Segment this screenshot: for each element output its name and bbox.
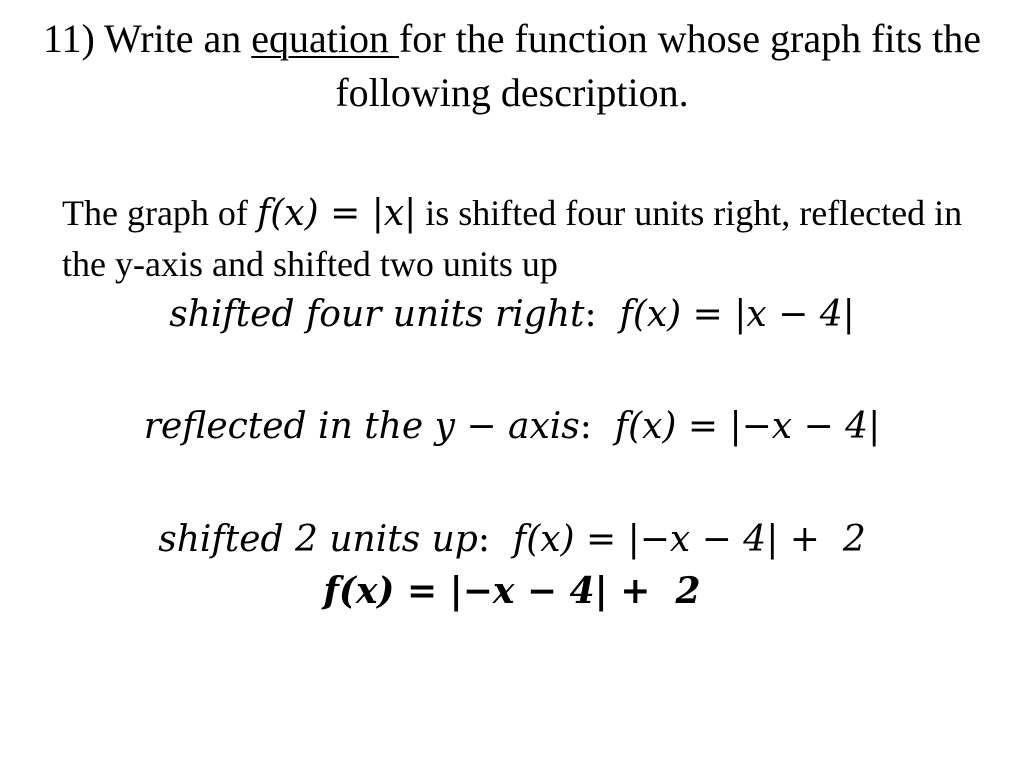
step-label: reflected in the y − axis <box>143 406 580 447</box>
description-function: f(x) = |x| <box>256 193 417 234</box>
step-colon: : <box>584 294 620 335</box>
step-label: shifted 2 units up <box>158 519 478 560</box>
problem-title <box>40 12 984 120</box>
step-label: shifted four units right <box>169 294 585 335</box>
step-equation: f(x) = |−x − 4| <box>614 406 881 447</box>
step-shift-right <box>0 292 1024 338</box>
title-underlined-word: equation <box>251 16 399 61</box>
problem-description <box>62 188 992 290</box>
description-part2: is shifted four units right, reflected in the y-axis and shifted two units up <box>62 193 963 284</box>
step-colon: : <box>477 519 513 560</box>
description-part1: The graph of <box>62 193 257 233</box>
step-colon: : <box>579 406 615 447</box>
step-equation: f(x) = |−x − 4| + 2 <box>512 519 866 560</box>
final-answer: f(x) = |−x − 4| + 2 <box>323 570 701 612</box>
step-shift-up <box>0 517 1024 563</box>
step-reflect-y-axis <box>0 404 1024 450</box>
title-prefix: 11) Write an <box>42 16 252 61</box>
step-equation: f(x) = |x − 4| <box>619 294 855 335</box>
title-suffix: for the function whose graph fits the following description. <box>335 16 982 115</box>
